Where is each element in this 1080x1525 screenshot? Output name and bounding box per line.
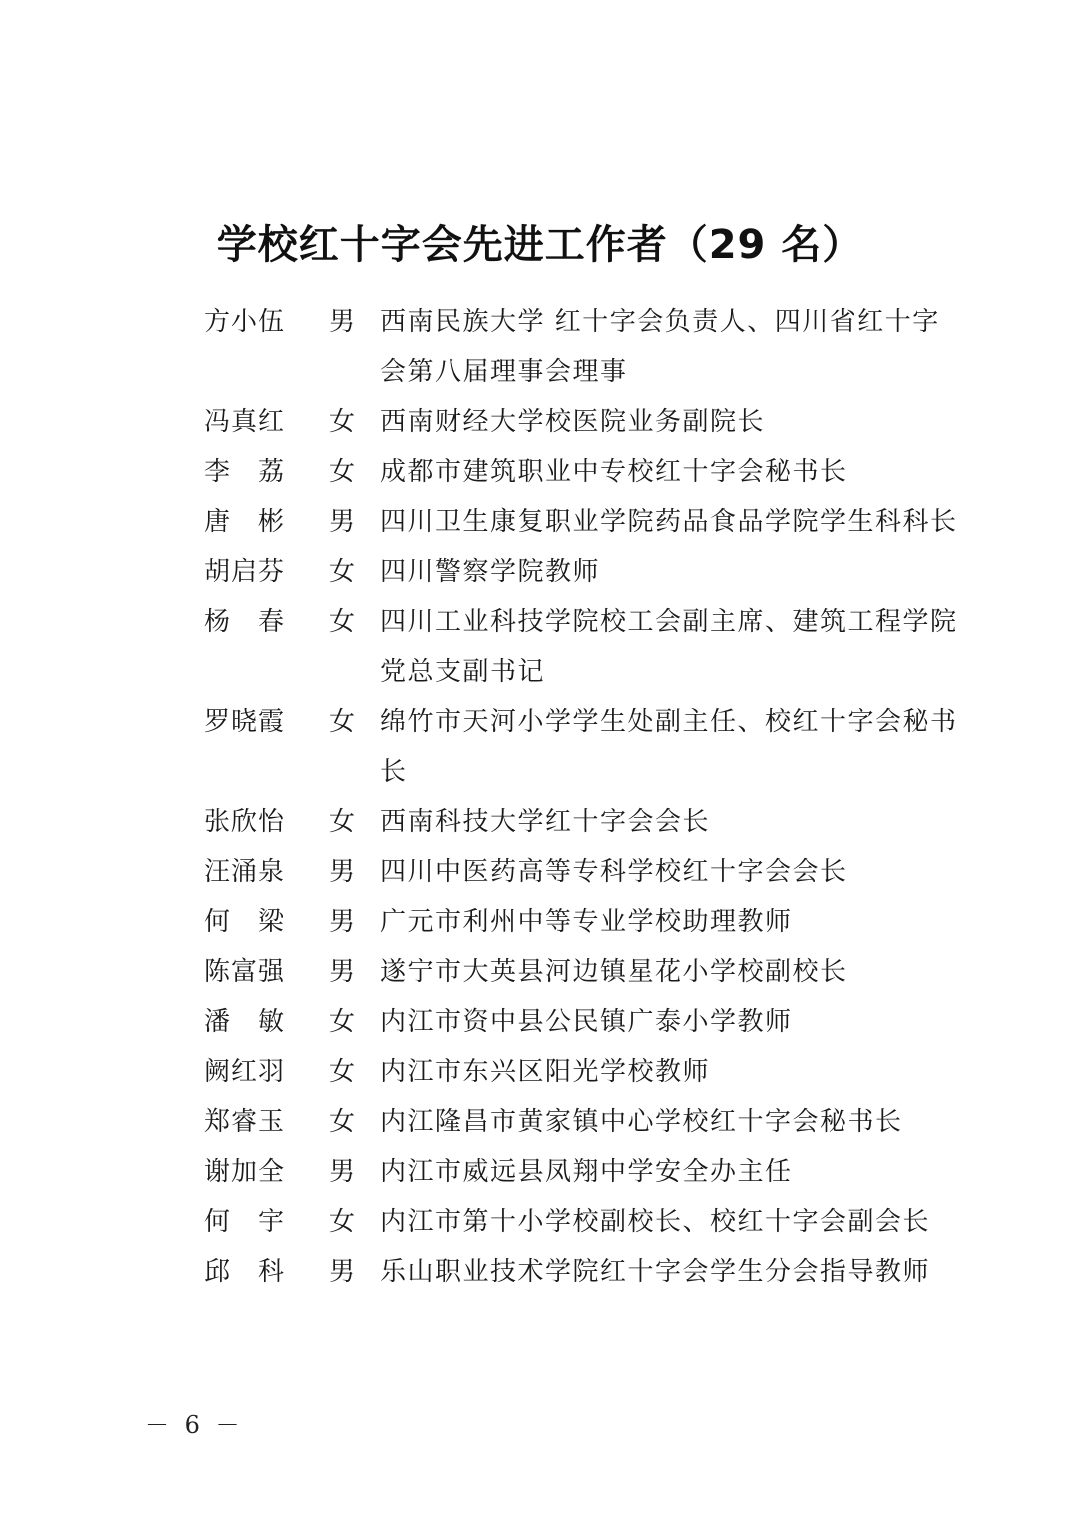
list-item xyxy=(204,1247,964,1297)
awardee-gender: 女 xyxy=(328,1107,355,1137)
awardee-description: 西南科技大学红十字会会长 xyxy=(380,807,711,837)
list-item xyxy=(204,1097,964,1147)
awardee-description: 内江市威远县凤翔中学安全办主任 xyxy=(380,1157,793,1187)
awardee-gender: 女 xyxy=(328,1207,355,1237)
awardee-name: 郑睿玉 xyxy=(204,1107,286,1137)
awardee-name: 冯真红 xyxy=(204,407,286,437)
awardee-name: 李 荔 xyxy=(204,457,286,487)
awardee-name: 何 梁 xyxy=(204,907,286,937)
list-item xyxy=(204,1047,964,1097)
awardee-gender: 女 xyxy=(328,707,355,737)
awardee-name: 谢加全 xyxy=(204,1157,286,1187)
awardee-description: 四川工业科技学院校工会副主席、建筑工程学院党总支副书记 xyxy=(380,607,958,687)
awardee-name: 张欣怡 xyxy=(204,807,286,837)
awardee-gender: 女 xyxy=(328,1007,355,1037)
awardee-gender: 女 xyxy=(328,607,355,637)
list-item xyxy=(204,547,964,597)
list-item xyxy=(204,447,964,497)
awardee-gender: 女 xyxy=(328,407,355,437)
awardee-name: 阙红羽 xyxy=(204,1057,286,1087)
awardee-name: 陈富强 xyxy=(204,957,286,987)
list-item xyxy=(204,997,964,1047)
awardee-description: 四川卫生康复职业学院药品食品学院学生科科长 xyxy=(380,507,958,537)
list-item xyxy=(204,797,964,847)
awardee-gender: 女 xyxy=(328,557,355,587)
list-item xyxy=(204,947,964,997)
awardee-description: 西南财经大学校医院业务副院长 xyxy=(380,407,766,437)
list-item xyxy=(204,847,964,897)
list-item xyxy=(204,497,964,547)
awardee-gender: 男 xyxy=(328,307,355,337)
awardee-description: 内江市东兴区阳光学校教师 xyxy=(380,1057,711,1087)
awardee-gender: 男 xyxy=(328,507,355,537)
awardee-description: 内江市第十小学校副校长、校红十字会副会长 xyxy=(380,1207,931,1237)
awardee-gender: 男 xyxy=(328,1157,355,1187)
awardee-gender: 女 xyxy=(328,807,355,837)
awardee-gender: 女 xyxy=(328,457,355,487)
awardee-description: 乐山职业技术学院红十字会学生分会指导教师 xyxy=(380,1257,931,1287)
awardee-name: 唐 彬 xyxy=(204,507,286,537)
page-number: － 6 － xyxy=(145,1411,244,1439)
list-item xyxy=(204,297,964,397)
awardee-name: 杨 春 xyxy=(204,607,286,637)
awardee-name: 方小伍 xyxy=(204,307,286,337)
awardee-gender: 男 xyxy=(328,1257,355,1287)
list-item xyxy=(204,597,964,697)
awardee-description: 西南民族大学 红十字会负责人、四川省红十字会第八届理事会理事 xyxy=(380,307,940,387)
awardee-name: 何 宇 xyxy=(204,1207,286,1237)
awardee-gender: 男 xyxy=(328,857,355,887)
awardee-name: 潘 敏 xyxy=(204,1007,286,1037)
awardee-description: 内江市资中县公民镇广泰小学教师 xyxy=(380,1007,793,1037)
list-item xyxy=(204,1197,964,1247)
awardee-gender: 男 xyxy=(328,907,355,937)
page-title: 学校红十字会先进工作者（29 名） xyxy=(216,221,864,268)
awardee-gender: 男 xyxy=(328,957,355,987)
list-item xyxy=(204,697,964,797)
awardee-description: 内江隆昌市黄家镇中心学校红十字会秘书长 xyxy=(380,1107,903,1137)
awardee-name: 胡启芬 xyxy=(204,557,286,587)
list-item xyxy=(204,897,964,947)
list-item xyxy=(204,1147,964,1197)
awardee-gender: 女 xyxy=(328,1057,355,1087)
awardee-description: 广元市利州中等专业学校助理教师 xyxy=(380,907,793,937)
awardee-name: 罗晓霞 xyxy=(204,707,286,737)
awardee-description: 绵竹市天河小学学生处副主任、校红十字会秘书长 xyxy=(380,707,958,787)
awardee-name: 汪涌泉 xyxy=(204,857,286,887)
awardee-description: 四川警察学院教师 xyxy=(380,557,601,587)
awardee-description: 遂宁市大英县河边镇星花小学校副校长 xyxy=(380,957,848,987)
awardee-list xyxy=(204,297,964,1297)
awardee-name: 邱 科 xyxy=(204,1257,286,1287)
awardee-description: 四川中医药高等专科学校红十字会会长 xyxy=(380,857,848,887)
awardee-description: 成都市建筑职业中专校红十字会秘书长 xyxy=(380,457,848,487)
list-item xyxy=(204,397,964,447)
